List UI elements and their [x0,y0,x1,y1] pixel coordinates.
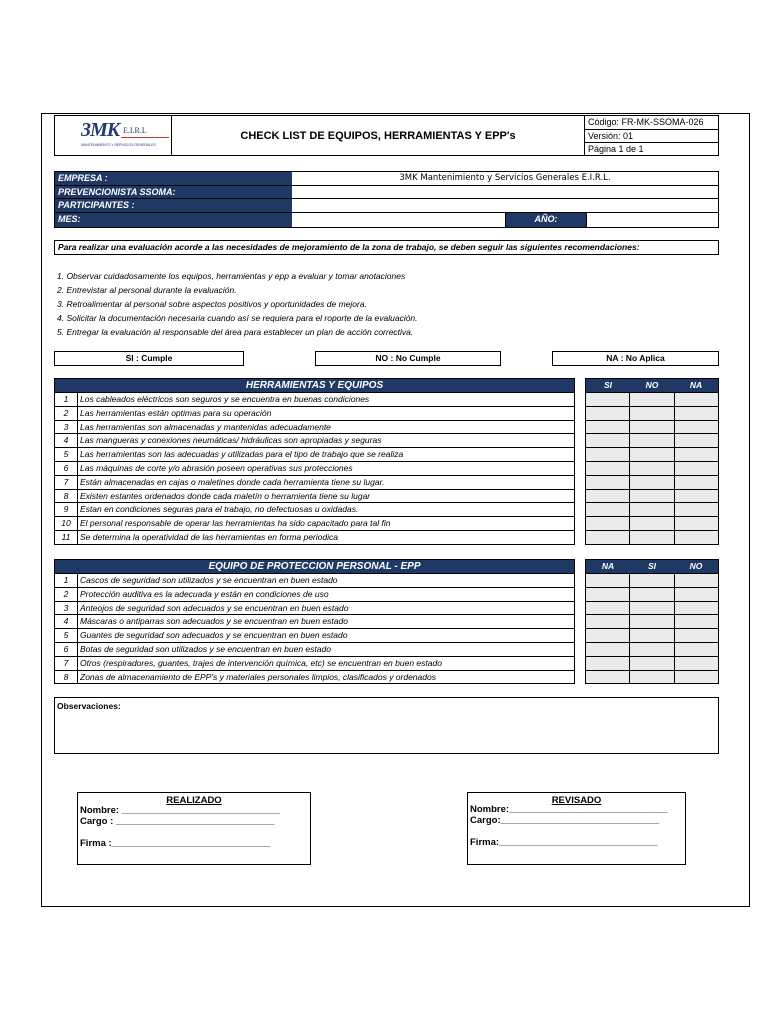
check-cell-si[interactable] [586,434,630,447]
check-cell-no[interactable] [675,574,718,587]
check-cell-si[interactable] [630,657,674,670]
check-cell-si[interactable] [586,407,630,420]
table-row [55,447,574,461]
row-text: Estan en condiciones seguras para el trabajo, no defectuosas u oxidadas. [80,504,359,515]
row-number: 5 [55,448,78,461]
participantes-label: PARTICIPANTES : [55,199,292,212]
check-row [586,530,718,544]
legend-na: NA : No Aplica [552,351,719,366]
row-text: Existen estantes ordenados donde cada maletín o herramienta tiene su lugar [80,490,371,501]
check-row [586,670,718,684]
check-cell-si[interactable] [586,490,630,503]
anio-label: AÑO: [506,213,586,227]
instruction-step: 4. Solicitar la documentación necesaria cuando así se requiera para el roporte de la evaluación. [57,313,418,323]
row-number: 2 [55,407,78,420]
epp-check-grid [585,559,719,684]
observations-label: Observaciones: [57,701,121,711]
check-row [586,433,718,447]
empresa-row [55,172,718,186]
logo-tagline: MANTENIMIENTO Y SERVICIOS GENERALES [81,143,156,147]
check-cell-no[interactable] [675,615,718,628]
row-text: El personal responsable de operar las herramientas ha sido capacitado para tal fin [80,518,391,529]
realizado-cargo-field[interactable]: Cargo : ______________________________ [80,816,275,827]
check-cell-si[interactable] [630,615,674,628]
mes-field[interactable] [292,213,506,227]
row-number: 1 [55,574,78,587]
revisado-nombre-field[interactable]: Nombre:______________________________ [470,804,668,815]
check-cell-na[interactable] [675,531,718,544]
check-cell-na[interactable] [675,434,718,447]
check-cell-na[interactable] [586,588,630,601]
prevencionista-label: PREVENCIONISTA SSOMA: [55,186,292,199]
check-cell-si[interactable] [586,462,630,475]
tools-check-grid [585,378,719,545]
check-cell-na[interactable] [675,503,718,516]
check-cell-si[interactable] [586,476,630,489]
table-row [55,670,574,684]
logo-mark: 3MK [81,119,120,141]
check-cell-si[interactable] [630,629,674,642]
instruction-steps [57,269,418,339]
check-row [586,656,718,670]
check-cell-no[interactable] [630,531,674,544]
instruction-step: 5. Entregar la evaluación al responsable del área para establecer un plan de acción correctiva. [57,327,414,337]
observations-box[interactable] [54,697,719,754]
table-row [55,587,574,601]
check-cell-no[interactable] [630,476,674,489]
check-row [586,392,718,406]
revisado-title: REVISADO [551,795,602,806]
check-row [586,502,718,516]
column-header: NA [689,380,703,390]
check-cell-na[interactable] [675,393,718,406]
empresa-value[interactable]: 3MK Mantenimiento y Servicios Generales E.I.R.L. [399,173,611,183]
check-row [586,614,718,628]
document-title: CHECK LIST DE EQUIPOS, HERRAMIENTAS Y EPP's [172,115,585,156]
row-text: Otros (respiradores, guantes, trajes de intervención química, etc) se encuentran en buen estado [80,657,442,668]
check-cell-no[interactable] [630,517,674,530]
row-number: 7 [55,476,78,489]
row-text: Anteojos de seguridad son adecuados y se encuentran en buen estado [80,602,349,613]
column-header: SI [647,561,657,571]
check-cell-si[interactable] [586,421,630,434]
check-cell-na[interactable] [586,643,630,656]
row-number: 8 [55,490,78,503]
document-code: Código: FR-MK-SSOMA-026 [585,116,718,130]
table-row [55,614,574,628]
revisado-firma-field[interactable]: Firma:______________________________ [470,837,658,848]
check-row [586,587,718,601]
check-cell-na[interactable] [675,517,718,530]
row-number: 4 [55,434,78,447]
row-number: 6 [55,462,78,475]
instruction-step: 1. Observar cuidadosamente los equipos, herramientas y epp a evaluar y tomar anotaciones [57,271,406,281]
check-cell-na[interactable] [675,448,718,461]
document-meta [585,115,719,156]
check-cell-na[interactable] [586,602,630,615]
check-row [586,475,718,489]
check-cell-no[interactable] [630,434,674,447]
row-number: 8 [55,671,78,684]
epp-table-title: EQUIPO DE PROTECCION PERSONAL - EPP [55,560,574,573]
check-cell-na[interactable] [586,615,630,628]
row-number: 2 [55,588,78,601]
table-row [55,628,574,642]
table-row [55,642,574,656]
epp-table [54,559,575,684]
check-cell-na[interactable] [675,421,718,434]
table-row [55,489,574,503]
table-row [55,502,574,516]
row-text: Las herramientas son almacenadas y mantenidas adecuadamente [80,421,331,432]
check-row [586,516,718,530]
check-cell-si[interactable] [586,531,630,544]
row-text: Las mangueras y conexiones neumáticas/ hidráulicas son apropiadas y seguras [80,435,382,446]
check-cell-no[interactable] [630,503,674,516]
row-text: Guantes de seguridad son adecuados y se encuentran en buen estado [80,630,348,641]
table-row [55,573,574,587]
row-number: 5 [55,629,78,642]
check-row [586,447,718,461]
table-row [55,530,574,544]
row-text: Las máquinas de corte y/o abrasión poseen operativas sus protecciones [80,462,353,473]
table-row [55,406,574,420]
check-cell-si[interactable] [586,517,630,530]
row-text: Máscaras o antiparras son adecuados y se encuentran en buen estado [80,616,348,627]
instruction-step: 2. Entrevistar al personal durante la evaluación. [57,285,237,295]
table-row [55,392,574,406]
epp-check-header [586,560,718,573]
info-block [54,171,719,228]
participantes-row [55,199,718,213]
mes-label: MES: [55,213,292,227]
row-text: Protección auditiva es la adecuada y están en condiciones de uso [80,588,329,599]
row-number: 3 [55,602,78,615]
logo-underline [121,137,169,138]
check-cell-no[interactable] [675,643,718,656]
row-number: 9 [55,503,78,516]
check-cell-no[interactable] [675,671,718,684]
check-cell-na[interactable] [675,407,718,420]
table-row [55,601,574,615]
check-cell-no[interactable] [630,490,674,503]
row-number: 10 [55,517,78,530]
table-row [55,420,574,434]
realizado-box [77,792,311,865]
check-row [586,461,718,475]
check-cell-no[interactable] [630,462,674,475]
row-text: Se determina la operatividad de las herramientas en forma periodica [80,531,338,542]
document-page: Página 1 de 1 [588,144,644,155]
check-row [586,628,718,642]
check-cell-si[interactable] [586,393,630,406]
row-text: Botas de seguridad son utilizados y se encuentran en buen estado [80,643,331,654]
check-cell-si[interactable] [630,588,674,601]
prevencionista-field[interactable] [292,186,718,199]
instructions-intro: Para realizar una evaluación acorde a las necesidades de mejoramiento de la zona de trabajo, se deben seguir las siguientes recomendaciones: [54,240,719,255]
row-text: Las herramientas son las adecuadas y utilizadas para el tipo de trabajo que se realiza [80,449,404,460]
check-cell-no[interactable] [630,407,674,420]
row-text: Las herramientas están optimas para su operación [80,407,272,418]
mes-row [55,213,718,227]
tools-table-title: HERRAMIENTAS Y EQUIPOS [55,379,574,392]
row-number: 4 [55,615,78,628]
check-cell-na[interactable] [675,462,718,475]
check-row [586,489,718,503]
document-version: Versión: 01 [585,130,718,144]
row-text: Cascos de seguridad son utilizados y se encuentran en buen estado [80,575,338,585]
check-row [586,406,718,420]
instruction-step: 3. Retroalimentar al personal sobre aspectos positivos y oportunidades de mejora. [57,299,367,309]
row-text: Los cableados eléctricos son seguros y se encuentra en buenas condiciones [80,394,370,404]
realizado-title: REALIZADO [166,795,222,806]
column-header: NO [689,561,703,571]
row-text: Zonas de almacenamiento de EPP's y materiales personales limpios, clasificados y ordenados [80,671,436,682]
revisado-cargo-field[interactable]: Cargo:______________________________ [470,815,660,826]
row-number: 7 [55,657,78,670]
realizado-firma-field[interactable]: Firma :______________________________ [80,838,271,849]
row-number: 3 [55,421,78,434]
check-cell-no[interactable] [630,421,674,434]
anio-field[interactable] [586,213,718,227]
row-number: 6 [55,643,78,656]
table-row [55,475,574,489]
column-header: NO [645,380,659,390]
check-cell-si[interactable] [630,671,674,684]
check-cell-na[interactable] [586,657,630,670]
table-row [55,656,574,670]
check-cell-na[interactable] [675,490,718,503]
check-cell-no[interactable] [630,448,674,461]
check-cell-si[interactable] [586,448,630,461]
row-number: 11 [55,531,78,544]
column-header: NA [601,561,615,571]
table-row [55,461,574,475]
participantes-field[interactable] [292,199,718,212]
empresa-label: EMPRESA : [55,172,292,185]
check-row [586,642,718,656]
row-number: 1 [55,393,78,406]
realizado-nombre-field[interactable]: Nombre: ______________________________ [80,805,281,816]
check-cell-si[interactable] [630,574,674,587]
table-row [55,433,574,447]
tools-check-header [586,379,718,392]
revisado-box [467,792,686,865]
check-cell-si[interactable] [630,643,674,656]
check-row [586,601,718,615]
check-cell-na[interactable] [586,574,630,587]
prevencionista-row [55,186,718,200]
check-cell-no[interactable] [675,602,718,615]
check-cell-na[interactable] [586,671,630,684]
company-logo [54,115,172,156]
row-text: Están almacenadas en cajas o maletines donde cada herramienta tiene su lugar. [80,476,385,487]
legend-si: SI : Cumple [54,351,244,366]
tools-table [54,378,575,545]
check-cell-na[interactable] [586,629,630,642]
check-cell-na[interactable] [675,476,718,489]
check-cell-no[interactable] [675,657,718,670]
column-header: SI [603,380,613,390]
check-row [586,420,718,434]
check-cell-no[interactable] [675,629,718,642]
check-cell-no[interactable] [675,588,718,601]
check-cell-si[interactable] [630,602,674,615]
check-row [586,573,718,587]
check-cell-si[interactable] [586,503,630,516]
legend-no: NO : No Cumple [315,351,501,366]
table-row [55,516,574,530]
check-cell-no[interactable] [630,393,674,406]
logo-suffix: E.I.R.L [123,126,147,135]
